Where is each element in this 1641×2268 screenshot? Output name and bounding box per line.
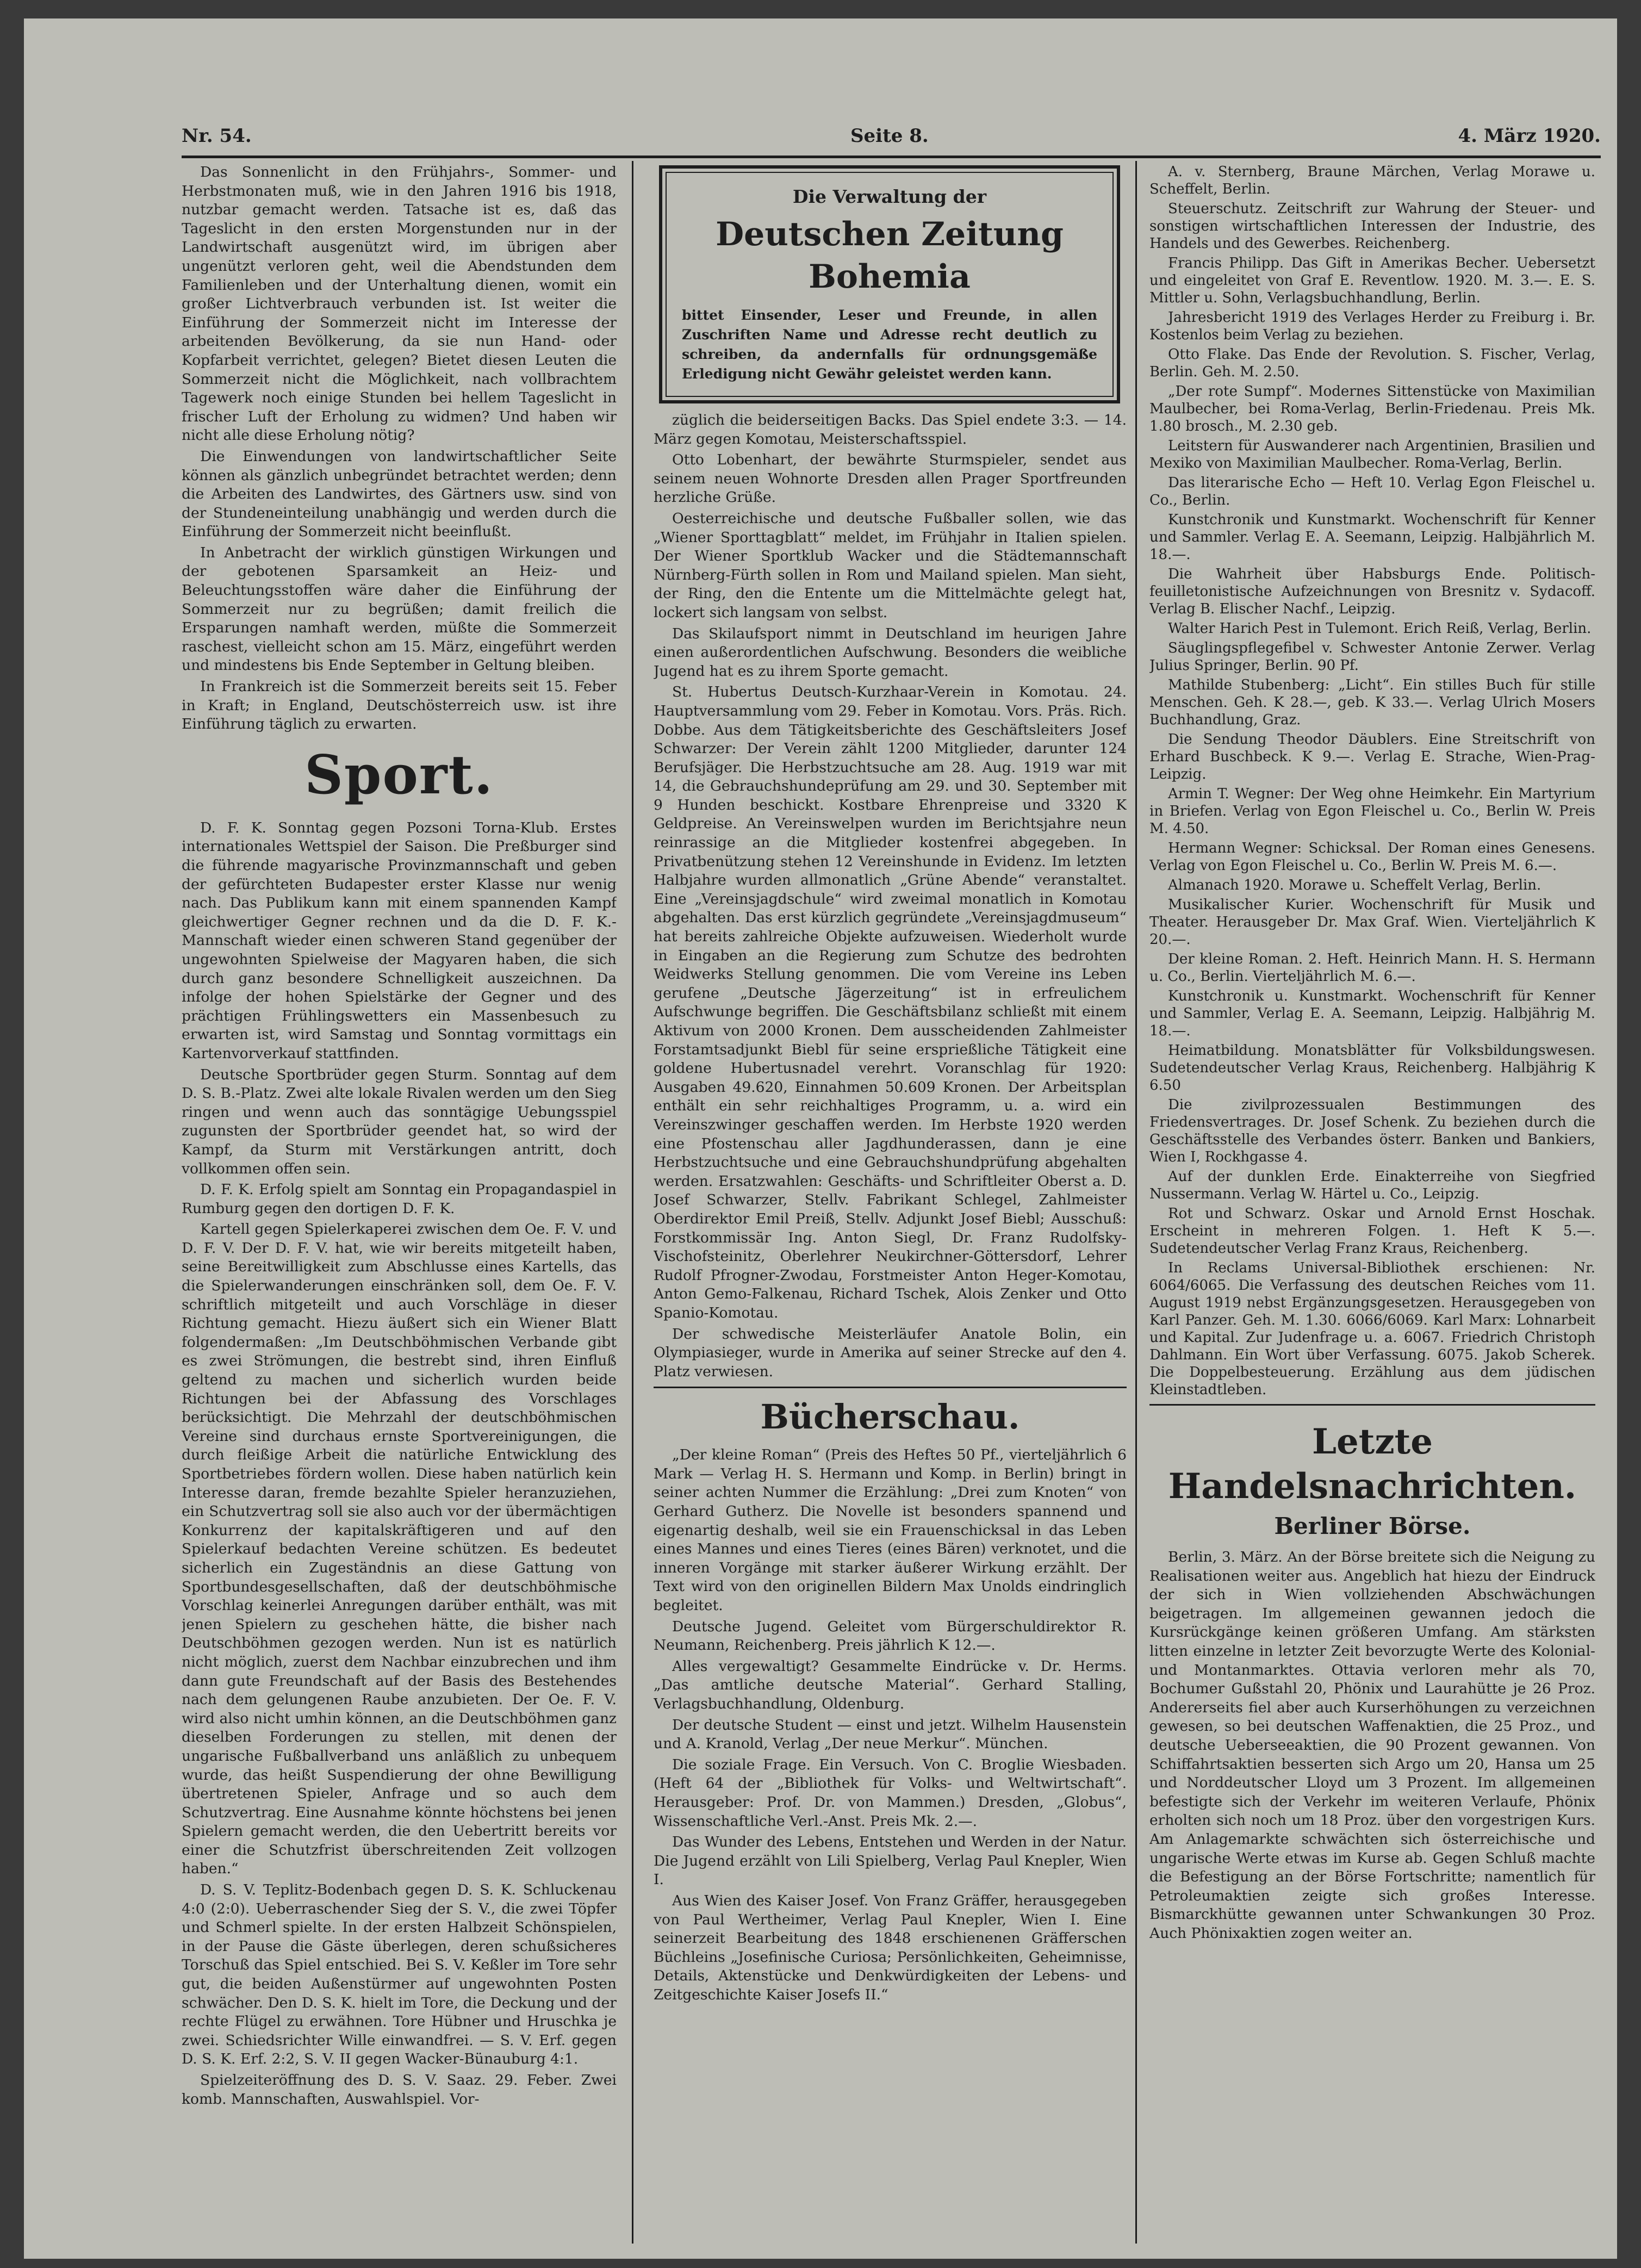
book-entry: „Der rote Sumpf“. Modernes Sittenstücke von Maximilian Maulbecher, bei Roma-Verlag, Berlin-Friedenau. Preis Mk. 1.80 brosch., M. 2.30 geb. [1149,383,1595,434]
section-divider [654,1387,1127,1388]
book-entry: A. v. Sternberg, Braune Märchen, Verlag Morawe u. Scheffelt, Berlin. [1149,164,1595,197]
article-paragraph: Die Einwendungen von landwirtschaftlicher Seite können als gänzlich unbegründet betrachtet werden; denn die Arbeiten des Landwirtes, des Gärtners usw. sind von der Stundeneinteilung unabhängig und werden durch die Einführung der Sommerzeit nicht beeinflußt. [182,448,617,540]
sport-item: Deutsche Sportbrüder gegen Sturm. Sonntag auf dem D. S. B.-Platz. Zwei alte lokale Rivalen werden um den Sieg ringen und wenn auch das sonntägige Uebungsspiel zugunsten der Sportbrüder geendet hat, so wird der Kampf, da Sturm mit Verstärkungen antritt, doch vollkommen offen sein. [182,1066,617,1177]
notice-newspaper-name: Deutschen Zeitung Bohemia [716,215,1064,296]
book-entry: Das Wunder des Lebens, Entstehen und Werden in der Natur. Die Jugend erzählt von Lili Spielberg, Verlag Paul Knepler, Wien I. [654,1834,1127,1888]
book-entry: Die soziale Frage. Ein Versuch. Von C. Broglie Wiesbaden. (Heft 64 der „Bibliothek für Volks- und Weltwirtschaft“. Herausgeber: Prof. Dr. von Mammen.) Dresden, „Globus“, Wissenschaftliche Verl.-Anst. Preis Mk. 2.—. [654,1756,1127,1830]
book-entry: Rot und Schwarz. Oskar und Arnold Ernst Hoschak. Erscheint in mehreren Folgen. 1. Heft K 5.—. Sudetendeutscher Verlag Franz Kraus, Reichenberg. [1149,1206,1595,1257]
sport-item: D. F. K. Erfolg spielt am Sonntag ein Propagandaspiel in Rumburg gegen den dortigen D. F. K. [182,1181,617,1217]
sport-item: D. F. K. Sonntag gegen Pozsoni Torna-Klub. Erstes internationales Wettspiel der Saison. Die Preßburger sind die führende magyarische Provinzmannschaft und geben der gefürchteten Budapester erster Klasse nur wenig nach. Das Publikum kann mit einem spannenden Kampf gleichwertiger Gegner rechnen und da die D. F. K.-Mannschaft wieder einen schweren Stand gegenüber der ungewohnten Spielweise der Magyaren haben, die sich durch ganz besondere Schnelligkeit auszeichnen. Da infolge der hohen Spielstärke der Gegner und des prächtigen Frühlingswetters ein Massenbesuch zu erwarten ist, wird Samstag und Sonntag vormittags ein Kartenvorverkauf stattfinden. [182,819,617,1062]
trade-news-heading: Letzte Handelsnachrichten. [1168,1421,1577,1507]
book-entry: Die Wahrheit über Habsburgs Ende. Politisch-feuilletonistische Aufzeichnungen von Bresnitz v. Sydacoff. Verlag B. Elischer Nachf., Leipzig. [1149,566,1595,617]
book-entry: Kunstchronik und Kunstmarkt. Wochenschrift für Kenner und Sammler. Verlag E. A. Seemann, Leipzig. Halbjährlich M. 18.—. [1149,512,1595,563]
berlin-exchange-report [1149,1548,1595,1943]
book-entry: Otto Flake. Das Ende der Revolution. S. Fischer, Verlag, Berlin. Geh. M. 2.50. [1149,346,1595,380]
notice-inner-frame [666,172,1114,397]
column-3 [1149,163,1595,2240]
book-entry: Der deutsche Student — einst und jetzt. Wilhelm Hausenstein und A. Kranold, Verlag „Der neue Merkur“. München. [654,1716,1127,1753]
book-entry: Francis Philipp. Das Gift in Amerikas Becher. Uebersetzt und eingeleitet von Graf E. Reventlow. 1920. M. 3.—. E. S. Mittler u. Sohn, Verlagsbuchhandlung, Berlin. [1149,255,1595,306]
book-entry: Auf der dunklen Erde. Einakterreihe von Siegfried Nussermann. Verlag W. Härtel u. Co., Leipzig. [1149,1169,1595,1202]
sport-item: züglich die beiderseitigen Backs. Das Spiel endete 3:3. — 14. März gegen Komotau, Meisterschaftsspiel. [654,412,1127,448]
column-1 [182,163,617,2240]
column-2 [654,163,1127,2240]
sport-item: D. S. V. Teplitz-Bodenbach gegen D. S. K. Schluckenau 4:0 (2:0). Ueberraschender Sieg der S. V., die zwei Töpfer und Schmerl spielte. In der ersten Halbzeit Schönspielen, in der Pause die Gäste überlegen, deren schußsicheres Torschuß das Spiel entschied. Bei S. V. Keßler im Tore sehr gut, die beiden Außenstürmer auf ungewohnten Posten schwächer. Den D. S. K. hielt im Tore, die Deckung und der rechte Flügel zu erwähnen. Tore Hübner und Hruschka je zwei. Schiedsrichter Wille einwandfrei. — S. V. Erf. gegen D. S. K. Erf. 2:2, S. V. II gegen Wacker-Bünauburg 4:1. [182,1881,617,2068]
article-paragraph: Das Sonnenlicht in den Frühjahrs-, Sommer- und Herbstmonaten muß, wie in den Jahren 1916 bis 1918, nutzbar gemacht werden. Tatsache ist es, daß das Tageslicht in den ersten Morgenstunden nur in der Landwirtschaft ausgenützt wird, im übrigen aber ungenützt verloren geht, weil die Abendstunden dem Familienleben und der Unterhaltung dienen, womit ein großer Lichtverbrauch verbunden ist. Ist weiter die Einführung der Sommerzeit nicht im Interesse der arbeitenden Bevölkerung, da sie nun Hand- oder Kopfarbeit verrichtet, gelegen? Bietet diesen Leuten die Sommerzeit nicht die Möglichkeit, nach vollbrachtem Tagewerk noch einige Stunden bei hellem Tageslicht in frischer Luft der Erholung zu widmen? Und haben wir nicht alle diese Erholung nötig? [182,164,617,444]
book-entry: Mathilde Stubenberg: „Licht“. Ein stilles Buch für stille Menschen. Geh. K 28.—, geb. K 33.—. Verlag Ulrich Mosers Buchhandlung, Graz. [1149,677,1595,728]
book-entry: Kunstchronik u. Kunstmarkt. Wochenschrift für Kenner und Sammler, Verlag E. A. Seemann, Leipzig. Halbjährig M. 18.—. [1149,988,1595,1039]
book-entry: Der kleine Roman. 2. Heft. Heinrich Mann. H. S. Hermann u. Co., Berlin. Vierteljährlich M. 6.—. [1149,951,1595,985]
header-rule [182,156,1601,158]
section-divider [1149,1404,1595,1406]
publisher-notice-box [659,165,1120,403]
notice-line-1: Die Verwaltung der [792,186,987,207]
daylight-saving-article [182,163,617,734]
sport-item: Der schwedische Meisterläufer Anatole Bolin, ein Olympiasieger, wurde in Amerika auf seiner Strecke auf den 4. Platz verwiesen. [654,1325,1127,1380]
book-entry: Musikalischer Kurier. Wochenschrift für Musik und Theater. Herausgeber Dr. Max Graf. Wien. Vierteljährlich K 20.—. [1149,897,1595,948]
book-entry: Die zivilprozessualen Bestimmungen des Friedensvertrages. Dr. Josef Schenk. Zu beziehen durch die Geschäftsstelle des Verbandes österr. Banken und Bankiers, Wien I, Rockhgasse 4. [1149,1097,1595,1165]
book-entry: Säuglingspflegefibel v. Schwester Antonie Zerwer. Verlag Julius Springer, Berlin. 90 Pf. [1149,640,1595,674]
column-rule-2 [1135,161,1137,2244]
sport-item: Spielzeiteröffnung des D. S. V. Saaz. 29. Feber. Zwei komb. Mannschaften, Auswahlspiel. Vor- [182,2072,617,2108]
sport-item: Otto Lobenhart, der bewährte Sturmspieler, sendet aus seinem neuen Wohnorte Dresden allen Prager Sportfreunden herzliche Grüße. [654,451,1127,506]
book-entry: Aus Wien des Kaiser Josef. Von Franz Gräffer, herausgegeben von Paul Wertheimer, Verlag Paul Knepler, Wien I. Eine seinerzeit Bearbeitung des 1848 erschienenen Gräfferschen Büchleins „Josefinische Curiosa; Persönlichkeiten, Geheimnisse, Details, Aktenstücke und Denkwürdigkeiten der Lebens- und Zeitgeschichte Kaiser Josefs II.“ [654,1892,1127,2003]
book-review-heading: Bücherschau. [760,1397,1020,1437]
book-entry: In Reclams Universal-Bibliothek erschienen: Nr. 6064/6065. Die Verfassung des deutschen Reiches vom 11. August 1919 nebst Ergänzungsgesetzen. Herausgegeben von Karl Panzer. Geh. M. 1.30. 6066/6069. Karl Marx: Lohnarbeit und Kapital. Zur Judenfrage u. a. 6067. Friedrich Christoph Dahlmann. Ein Wort über Verfassung. 6075. Jakob Scherek. Die Doppelbesteuerung. Erzählung aus dem jüdischen Kleinstadtleben. [1149,1260,1595,1398]
exchange-paragraph: Berlin, 3. März. An der Börse breitete sich die Neigung zu Realisationen weiter aus. Angeblich hat hiezu der Eindruck der sich in Wien vollziehenden Abschwächungen beigetragen. Im allgemeinen gewannen jedoch die Kursrückgänge keinen größeren Umfang. Am stärksten litten einzelne in letzter Zeit bevorzugte Werte des Kolonial- und Montanmarktes. Ottavia verloren mehr als 70, Bochumer Gußstahl 20, Phönix und Laurahütte je 26 Proz. Andererseits fiel aber auch Kurserhöhungen zu verzeichnen gewesen, so bei deutschen Waffenaktien, die 25 Proz., und deutsche Ueberseeaktien, die 90 Prozent gewannen. Von Schiffahrtsaktien besserten sich Argo um 20, Hansa um 25 und Norddeutscher Lloyd um 3 Prozent. Im allgemeinen befestigte sich der Verkehr im weiteren Verlaufe, Phönix erholten sich noch um 18 Proz. über den vorgestrigen Kurs. Am Anlagemarkte schwächten sich österreichische und ungarische Werte etwas im Kurse ab. Gegen Schluß machte die Befestigung an der Börse Fortschritte; namentlich für Petroleumaktien zeigte sich großes Interesse. Bismarckhütte gewannen unter Schwankungen 30 Proz. Auch Phönixaktien zogen weiter an. [1149,1549,1595,1942]
book-entry: Die Sendung Theodor Däublers. Eine Streitschrift von Erhard Buschbeck. K 9.—. Verlag E. Strache, Wien-Prag-Leipzig. [1149,731,1595,782]
column-rule-1 [632,161,633,2244]
article-paragraph: In Anbetracht der wirklich günstigen Wirkungen und der gebotenen Sparsamkeit an Heiz- und Beleuchtungsstoffen wäre daher die Einführung der Sommerzeit nur zu begrüßen; damit freilich die Ersparungen namhaft werden, müßte die Sommerzeit raschest, vielleicht schon am 15. März, eingeführt werden und mindestens bis Ende September in Geltung bleiben. [182,544,617,674]
book-entry: Steuerschutz. Zeitschrift zur Wahrung der Steuer- und sonstigen wirtschaftlichen Interessen der Industrie, des Handels und des Gewerbes. Reichenberg. [1149,201,1595,252]
article-paragraph: In Frankreich ist die Sommerzeit bereits seit 15. Feber in Kraft; in England, Deutschösterreich usw. ist ihre Einführung täglich zu erwarten. [182,678,617,733]
book-entry: Walter Harich Pest in Tulemont. Erich Reiß, Verlag, Berlin. [1168,620,1592,637]
sport-section-heading: Sport. [304,743,494,806]
notice-body: bittet Einsender, Leser und Freunde, in allen Zuschriften Name und Adresse recht deutlich zu schreiben, da andernfalls für ordnungsgemäße Erledigung nicht Gewähr geleistet werden kann. [682,307,1097,382]
sport-item: St. Hubertus Deutsch-Kurzhaar-Verein in Komotau. 24. Hauptversammlung vom 29. Feber in Komotau. Vors. Präs. Rich. Dobbe. Aus dem Tätigkeitsberichte des Geschäftsleiters Josef Schwarzer: Der Verein zählt 1200 Mitglieder, darunter 124 Berufsjäger. Die Herbstzuchtsuche am 28. Aug. 1919 war mit 14, die Gebrauchshundeprüfung am 29. und 30. September mit 9 Hunden beschickt. Kostbare Ehrenpreise und 3320 K Geldpreise. An Vereinswelpen wurden im Berichtsjahre neun reinrassige an die Mitglieder kostenfrei abgegeben. In Privatbenützung stehen 12 Vereinshunde in Evidenz. Im letzten Halbjahre wurden allmonatlich „Grüne Abende“ veranstaltet. Eine „Vereinsjagdschule“ wird zweimal monatlich in Komotau abgehalten. Das erst kürzlich gegründete „Vereinsjagdmuseum“ hat bereits zahlreiche Objekte aufzuweisen. Wiederholt wurde in Eingaben an die Regierung zum Schutze des bedrohten Weidwerks Stellung genommen. Die vom Vereine ins Leben gerufene „Deutsche Jägerzeitung“ ist in erfreulichem Aufschwunge begriffen. Die Geschäftsbilanz schließt mit einem Aktivum von 2000 Kronen. Dem ausscheidenden Zahlmeister Forstamtsadjunkt Biebl für seine ersprießliche Tätigkeit eine goldene Hubertusnadel verehrt. Voranschlag für 1920: Ausgaben 49.620, Einnahmen 50.609 Kronen. Der Arbeitsplan enthält ein sehr reichhaltiges Programm, u. a. wird ein Vereinszwinger geschaffen werden. Im Herbste 1920 werden eine Pfostenschau aller Jagdhunderassen, dann je eine Herbstzuchtsuche und eine Gebrauchshundprüfung abgehalten werden. Ersatzwahlen: Geschäfts- und Schriftleiter Oberst a. D. Josef Schwarzer, Stellv. Fabrikant Schlegel, Zahlmeister Oberdirektor Emil Preiß, Stellv. Adjunkt Josef Biebl; Ausschuß: Forstkommissär Ing. Anton Siegl, Dr. Franz Rudolfsky-Vischofsteinitz, Oberlehrer Neukirchner-Göttersdorf, Lehrer Rudolf Pfrogner-Zwodau, Forstmeister Anton Heger-Komotau, Anton Gemo-Falkenau, Richard Tschek, Alois Zenker und Otto Spanio-Komotau. [654,683,1127,1321]
sport-item: Kartell gegen Spielerkaperei zwischen dem Oe. F. V. und D. F. V. Der D. F. V. hat, wie wir bereits mitgeteilt haben, seine Bereitwilligkeit zum Abschlusse eines Kartells, das die Spielerwanderungen einschränken soll, dem Oe. F. V. schriftlich mitgeteilt und auch Vorschläge in dieser Richtung gemacht. Hiezu äußert sich ein Wiener Blatt folgendermaßen: „Im Deutschböhmischen Verbande gibt es zwei Strömungen, die bestrebt sind, ihren Einfluß geltend zu machen und sicherlich wurden beide Richtungen bei der Abfassung des Vorschlages berücksichtigt. Die Mehrzahl der deutschböhmischen Vereine sind durchaus ernste Sportvereinigungen, die durch fleißige Arbeit die natürliche Entwicklung des Sportbetriebes fördern wollen. Diese haben natürlich kein Interesse daran, fremde bezahlte Spieler heranzuziehen, ein Schutzvertrag soll sie also auch vor der übermächtigen Konkurrenz der kapitalskräftigeren und auf den Spielerkauf bedachten Vereine schützen. Es bedeutet sicherlich ein Zugeständnis an diese Gattung von Sportbundesgesellschaften, daß der deutschböhmische Vorschlag keinerlei Anregungen darüber enthält, was mit jenen Spielern zu geschehen hätte, die bisher nach Deutschböhmen gezogen werden. Nun ist es natürlich nicht möglich, zuerst dem Nachbar einzubrechen und ihm dann gute Freundschaft auf der Basis des Bestehendes nach dem gelungenen Raube anzubieten. Der Oe. F. V. wird also nicht umhin können, an die Deutschböhmen ganz dieselben Forderungen zu stellen, mit denen der ungarische Fußballverband uns anläßlich zu unbequem wurde, das heißt Suspendierung der ohne Bewilligung übertretenen Spieler, Anfrage und so auch dem Schutzvertrag. Eine Ausnahme könnte höchstens bei jenen Spielern gemacht werden, die den Uebertritt bereits vor einer die Schutzfrist überschreitenden Zeit vollzogen haben.“ [182,1221,617,1878]
page-header [182,125,1601,153]
sport-item: Oesterreichische und deutsche Fußballer sollen, wie das „Wiener Sporttagblatt“ meldet, im Frühjahr in Italien spielen. Der Wiener Sportklub Wacker und die Städtemannschaft Nürnberg-Fürth sollen in Rom und Mailand spielen. Man sieht, der Ring, den die Entente um die Mittelmächte gelegt hat, lockert sich langsam von selbst. [654,509,1127,621]
book-entry: Alles vergewaltigt? Gesammelte Eindrücke v. Dr. Herms. „Das amtliche deutsche Material“. Gerhard Stalling, Verlagsbuchhandlung, Oldenburg. [654,1657,1127,1712]
book-entry: Armin T. Wegner: Der Weg ohne Heimkehr. Ein Martyrium in Briefen. Verlag von Egon Fleischel u. Co., Berlin W. Preis M. 4.50. [1149,786,1595,837]
sport-section-continued [654,411,1127,1381]
book-entry: Das literarische Echo — Heft 10. Verlag Egon Fleischel u. Co., Berlin. [1149,475,1595,508]
issue-number: Nr. 54. [182,125,252,147]
book-entry: Hermann Wegner: Schicksal. Der Roman eines Genesens. Verlag von Egon Fleischel u. Co., Berlin W. Preis M. 6.—. [1149,840,1595,874]
issue-date: 4. März 1920. [1458,125,1601,147]
book-review-section [654,1446,1127,2004]
book-entry: Jahresbericht 1919 des Verlages Herder zu Freiburg i. Br. Kostenlos beim Verlag zu beziehen. [1149,309,1595,343]
newspaper-page [24,18,1617,2259]
book-entry: Deutsche Jugend. Geleitet vom Bürgerschuldirektor R. Neumann, Reichenberg. Preis jährlich K 12.—. [654,1618,1127,1654]
book-entry: „Der kleine Roman“ (Preis des Heftes 50 Pf., vierteljährlich 6 Mark — Verlag H. S. Hermann und Komp. in Berlin) bringt in seiner achten Nummer die Erzählung: „Drei zum Knoten“ von Gerhard Gutherz. Die Novelle ist besonders spannend und eigenartig deshalb, weil sie ein Frauenschicksal in das Leben eines Mannes und eines Tieres (eines Bären) verknotet, und die inneren Vorgänge mit starker äußerer Wirkung erzählt. Der Text wird von den originellen Bildern Max Unolds eindringlich begleitet. [654,1446,1127,1614]
page-number: Seite 8. [850,125,929,147]
book-list-continued [1149,163,1595,1399]
book-entry: Leitstern für Auswanderer nach Argentinien, Brasilien und Mexiko von Maximilian Maulbecher. Roma-Verlag, Berlin. [1149,438,1595,471]
book-entry: Almanach 1920. Morawe u. Scheffelt Verlag, Berlin. [1168,877,1541,893]
sport-section [182,819,617,2109]
book-entry: Heimatbildung. Monatsblätter für Volksbildungswesen. Sudetendeutscher Verlag Kraus, Reichenberg. Halbjährig K 6.50 [1149,1042,1595,1093]
berlin-exchange-heading: Berliner Börse. [1274,1513,1471,1539]
sport-item: Das Skilaufsport nimmt in Deutschland im heurigen Jahre einen außerordentlichen Aufschwung. Besonders die weibliche Jugend hat es zu ihrem Sporte gemacht. [654,625,1127,680]
